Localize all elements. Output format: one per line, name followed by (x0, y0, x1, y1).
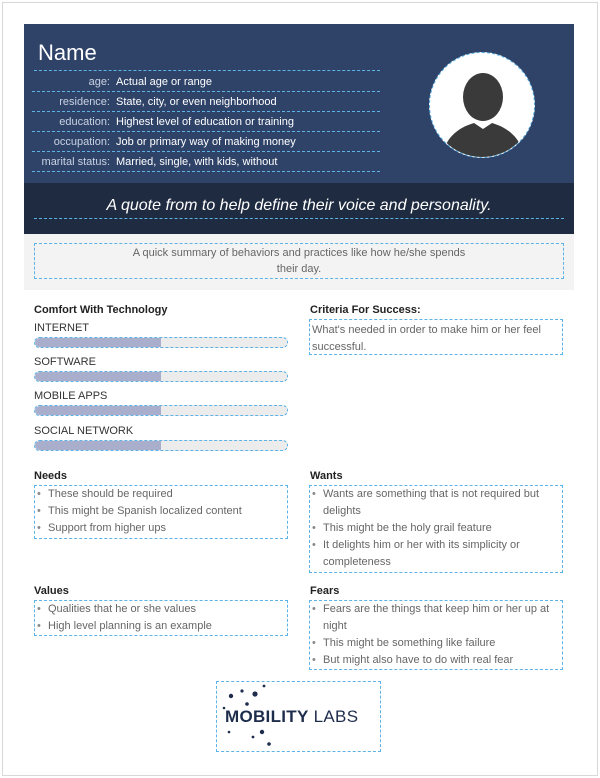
comfort-bar-fill (35, 338, 161, 347)
fears-title: Fears (310, 585, 340, 597)
fears-box (309, 600, 563, 670)
logo-part1: MOBILITY (225, 707, 309, 726)
avatar (429, 52, 535, 158)
comfort-title: Comfort With Technology (34, 304, 168, 316)
comfort-bar-fill (35, 372, 161, 381)
info-label: marital status: (41, 156, 110, 168)
info-row-occupation (32, 132, 380, 152)
values-title: Values (34, 585, 69, 597)
comfort-bar-fill (35, 441, 161, 450)
needs-box (34, 485, 288, 539)
persona-quote: A quote from to help define their voice and personality. (34, 193, 564, 219)
needs-list (35, 486, 287, 537)
logo-wordmark (225, 707, 358, 727)
persona-name: Name (38, 40, 97, 65)
list-item: • Qualities that he or she values (35, 601, 287, 618)
info-label: education: (59, 116, 110, 128)
list-item: • This might be the holy grail feature (310, 520, 562, 537)
comfort-bar-internet (34, 337, 288, 348)
list-item: • This might be something like failure (310, 635, 562, 652)
list-item: • Fears are the things that keep him or her up at night (310, 601, 562, 635)
values-list (35, 601, 287, 635)
list-item: • Wants are something that is not required but delights (310, 486, 562, 520)
wants-box (309, 485, 563, 573)
list-item: • This might be Spanish localized content (35, 503, 287, 520)
tech-label-social-network: SOCIAL NETWORK (34, 425, 134, 437)
needs-title: Needs (34, 470, 68, 482)
info-value: Married, single, with kids, without (116, 156, 278, 168)
tech-label-mobile-apps: MOBILE APPS (34, 390, 108, 402)
tech-label-internet: INTERNET (34, 322, 89, 334)
info-value: Actual age or range (116, 76, 213, 88)
info-value: Job or primary way of making money (116, 136, 296, 148)
list-item: • But might also have to do with real fear (310, 652, 562, 669)
fears-list (310, 601, 562, 669)
summary-band (24, 234, 574, 290)
info-row-education (32, 112, 380, 132)
list-item: • These should be required (35, 486, 287, 503)
persona-header (24, 24, 574, 183)
info-row-age (32, 72, 380, 92)
comfort-bar-mobile-apps (34, 405, 288, 416)
wants-list (310, 486, 562, 571)
name-guide-line (34, 70, 380, 71)
criteria-title: Criteria For Success: (310, 304, 421, 316)
info-row-residence (32, 92, 380, 112)
logo-part2: LABS (313, 707, 359, 726)
tech-label-software: SOFTWARE (34, 356, 96, 368)
wants-title: Wants (310, 470, 343, 482)
quote-bar (24, 183, 574, 234)
criteria-box (309, 319, 563, 355)
info-label: age: (88, 76, 110, 88)
persona-summary: A quick summary of behaviors and practices like how he/she spends their day. (34, 243, 564, 279)
person-silhouette-icon (430, 53, 535, 158)
info-row-marital-status (32, 152, 380, 172)
criteria-text: What's needed in order to make him or her feel successful. (312, 324, 541, 353)
list-item: • High level planning is an example (35, 618, 287, 635)
comfort-bar-fill (35, 406, 161, 415)
info-value: Highest level of education or training (116, 116, 294, 128)
comfort-bar-social-network (34, 440, 288, 451)
list-item: • Support from higher ups (35, 520, 287, 537)
info-label: occupation: (53, 136, 110, 148)
logo-box (216, 681, 381, 752)
comfort-bar-software (34, 371, 288, 382)
info-label: residence: (59, 96, 110, 108)
info-value: State, city, or even neighborhood (116, 96, 277, 108)
values-box (34, 600, 288, 636)
list-item: • It delights him or her with its simplicity or completeness (310, 537, 562, 571)
